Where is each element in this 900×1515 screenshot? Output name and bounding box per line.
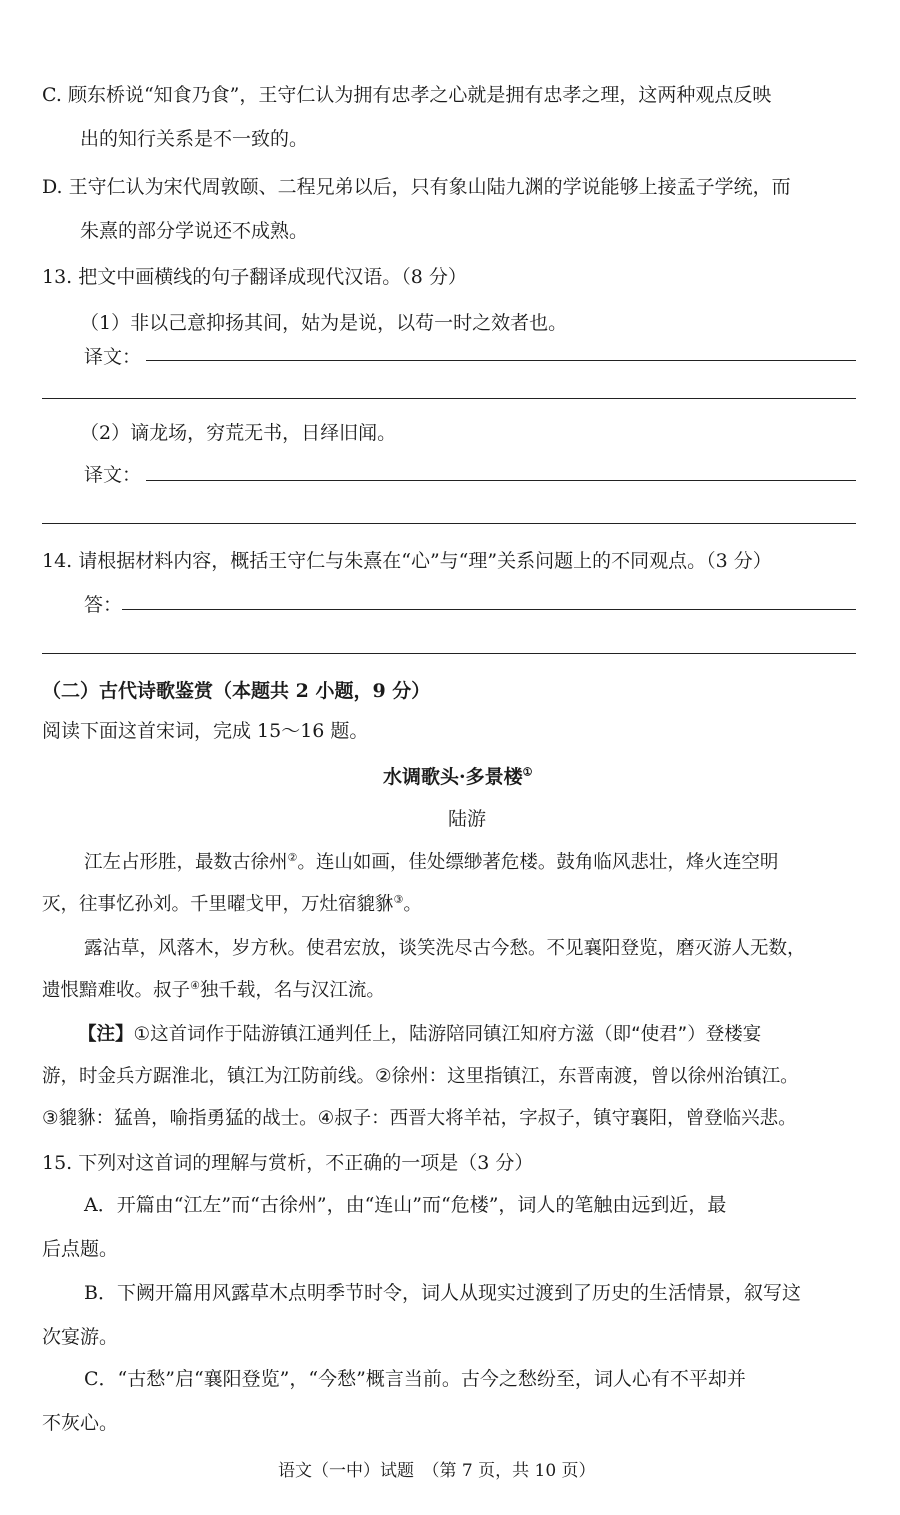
poem-author: 陆游 [448, 808, 487, 830]
page-footer: 语文（一中）试题 （第 7 页，共 10 页） [278, 1461, 596, 1481]
q14-title: 14. 请根据材料内容，概括王守仁与朱熹在“心”与“理”关系问题上的不同观点。（3 分） [42, 550, 772, 572]
poem-title: 水调歌头·多景楼① [383, 765, 533, 788]
q14-answer-label: 答： [84, 594, 123, 616]
q15-option-c: C．“古愁”启“襄阳登览”，“今愁”概言当前。古今之愁纷至，词人心有不平却并 [84, 1368, 746, 1390]
answer-line[interactable] [146, 480, 856, 481]
notes-label: 【注】 [78, 1024, 134, 1045]
section-intro: 阅读下面这首宋词，完成 15～16 题。 [42, 720, 369, 742]
answer-line[interactable] [122, 609, 856, 610]
poem-line: 江左占形胜，最数古徐州②。连山如画，佳处缥缈著危楼。鼓角临风悲壮，烽火连空明 [84, 850, 779, 873]
poem-line: 遗恨黯难收。叔子④独千载，名与汉江流。 [42, 978, 385, 1001]
answer-line[interactable] [42, 523, 856, 524]
q13-answer-label-2: 译文： [84, 464, 142, 486]
q15-option-c-cont: 不灰心。 [42, 1412, 119, 1434]
q13-answer-label-1: 译文： [84, 346, 142, 368]
notes-line: ③貔貅：猛兽，喻指勇猛的战士。④叔子：西晋大将羊祜，字叔子，镇守襄阳，曾登临兴悲。 [42, 1108, 797, 1129]
section-heading: （二）古代诗歌鉴赏（本题共 2 小题，9 分） [42, 680, 431, 702]
answer-line[interactable] [42, 653, 856, 654]
option-d-line1: D. 王守仁认为宋代周敦颐、二程兄弟以后，只有象山陆九渊的学说能够上接孟子学统，而 [42, 176, 791, 198]
option-d-line2: 朱熹的部分学说还不成熟。 [80, 220, 309, 242]
notes-line: 【注】①这首词作于陆游镇江通判任上，陆游陪同镇江知府方滋（即“使君”）登楼宴 [78, 1024, 762, 1045]
notes-line: 游，时金兵方踞淮北，镇江为江防前线。②徐州：这里指镇江，东晋南渡，曾以徐州治镇江。 [42, 1066, 799, 1087]
answer-line[interactable] [146, 360, 856, 361]
q13-sentence-2: （2）谪龙场，穷荒无书，日绎旧闻。 [80, 422, 397, 444]
poem-line: 露沾草，风落木，岁方秋。使君宏放，谈笑洗尽古今愁。不见襄阳登览，磨灭游人无数， [84, 938, 806, 959]
poem-line: 灭，往事忆孙刘。千里曜戈甲，万灶宿貔貅③。 [42, 892, 422, 915]
q15-option-b-cont: 次宴游。 [42, 1326, 119, 1348]
q13-title: 13. 把文中画横线的句子翻译成现代汉语。（8 分） [42, 266, 467, 288]
q15-option-b: B．下阙开篇用风露草木点明季节时令，词人从现实过渡到了历史的生活情景，叙写这 [84, 1282, 801, 1304]
q13-sentence-1: （1）非以己意抑扬其间，姑为是说，以苟一时之效者也。 [80, 312, 568, 334]
q15-option-a-cont: 后点题。 [42, 1238, 119, 1260]
option-c-line2: 出的知行关系是不一致的。 [80, 128, 309, 150]
q15-title: 15. 下列对这首词的理解与赏析，不正确的一项是（3 分） [42, 1152, 534, 1174]
answer-line[interactable] [42, 398, 856, 399]
option-c-line1: C. 顾东桥说“知食乃食”，王守仁认为拥有忠孝之心就是拥有忠孝之理，这两种观点反映 [42, 84, 772, 106]
q15-option-a: A．开篇由“江左”而“古徐州”，由“连山”而“危楼”，词人的笔触由远到近，最 [84, 1194, 727, 1216]
